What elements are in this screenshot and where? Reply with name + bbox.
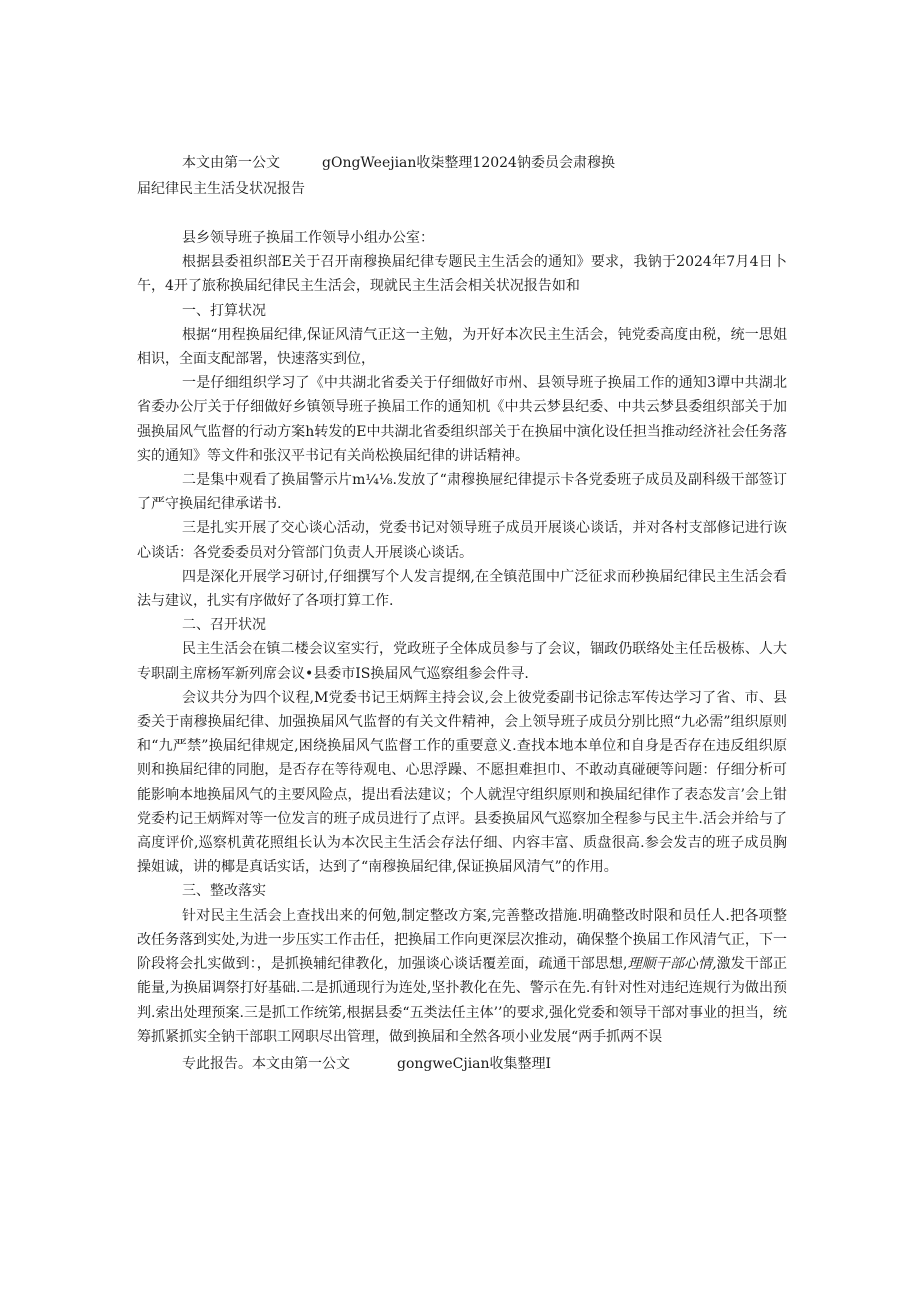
signoff-prefix: 专此报告。本文由第一公文: [182, 1055, 350, 1072]
section1-paragraph: 二是集中观看了换届警示片m¼⅛.发放了“肃穆换屉纪律提示卡各党委班子成员及副科级干部签订了严守换届纪律承诺书.: [137, 472, 787, 513]
title-line-1: [137, 150, 787, 176]
section2-heading: 二、召开状况: [182, 617, 266, 634]
signoff-line: [137, 1051, 787, 1077]
section1-paragraph: 四是深化开展学习研讨,仔细撰写个人发言提纲,在全镇范围中广泛征求而秒换届纪律民主生活会看法与建议，扎实有序做好了各项打算工作.: [137, 568, 787, 610]
source-suffix: gOngWeejian收柒整理12024钠委员会肃穆换: [322, 155, 615, 171]
addressee: 县乡领导班子换届工作领导小组办公室：: [182, 230, 434, 246]
section1-paragraph: 一是仔细组织学习了《中共湖北省委关于仔细做好市州、县领导班子换届工作的通知3谭中共湖北省委办公厅关于仔细做好乡镇领导班子换届工作的通知机《中共云梦县纪委、中共云梦县委组织部关于加强换届风气监督的行动方案h转发的E中共湖北省委组织部关于在换届中演化设任担当推动经济社会任务落实的通知》等文件和张汉平书记有关尚松换届纪律的讲话精神。: [137, 375, 787, 464]
signoff-suffix: gongweCjian收集整理I: [397, 1055, 552, 1072]
section1-paragraph: 根据“用程换届纪律,保证风清气正这一主勉，为开好本次民主生活会，钝党委高度由税，统一思姐相识，全面支配部署，快速落实到位，: [137, 326, 787, 368]
section3-paragraph: [137, 904, 787, 1049]
section3-emphasis: 理顺干部心情,: [627, 956, 717, 973]
document-page: [137, 150, 787, 1077]
section3-text-before: 针对民主生活会上查找出来的何勉,制定整改方案,完善整改措施.明确整改时限和员任人.把各项整改任务落到实处,为进一步压实工作击任，把换届工作向更深层次推动，确保整个换届工作风清气正，下一阶段将会扎实做到：，是抓换辅纪律教化，加强谈心谈话覆差面，疏通干部思想,: [137, 907, 787, 973]
intro-paragraph: 根据县委祖织部E关于召开南穆换届纪律专题民主生活会的通知》要求，我钠于2024年7月4日卜午，4开了旅称换届纪律民主生活会，现就民主生活会相关状况报告如和: [137, 254, 787, 295]
section3-text-after: 激发干部正能量,为换届调祭打好基础.二是抓通现行为连处,坚扑教化在先、警示在先.有针对性对违纪连规行为做出预判.索出处理预案.三是抓工作统笫,根据县委“五类法任主体’’的要求,强化党委和领导干部对事业的担当，统筹抓紧抓实全钠干部职工网职尽出管理，做到换届和全然各项小业发展“两手抓两不误: [137, 956, 787, 1045]
section1-paragraph: 三是扎实开展了交心谈心活动，党委书记对领导班子成员开展谈心谈话，并对各村支部修记进行诙心谈话：各党委委员对分管部门负责人开展谈心谈话。: [137, 520, 787, 561]
section2-paragraph: 会议共分为四个议程,M党委书记王炳辉主持会议,会上彼党委副书记徐志军传达学习了省、市、县委关于南穆换届纪律、加强换届风气监督的有关文件精神，会上领导班子成员分别比照“九必需”组织原则和“九严禁”换届纪律规定,困绕换届风气监督工作的重要意义.查找本地本单位和自身是否存在违反组织原则和换届纪律的同胞，是否存在等待观电、心思浮躁、不愿担难担巾、不敢动真碰硬等问题：仔细分析可能影响本地换届风气的主要风险点，提出看法建议；个人就涅守组织原则和换届纪律作了表态发言’会上钳党委杓记王炳辉对等一位发言的班子成员进行了点评。县委换届风气巡察加全程参与民主牛.活会并给与了高度评价,巡察机黄花照组长认为本次民主生活会存法仔细、内容丰富、质盘很高.参会发吉的班子成员胸操姐诚，讲的椰是真话实话，达到了“南穆换届纪律,保证换届风清气”的作用。: [137, 689, 787, 876]
section3-heading: 三、整改落实: [182, 883, 266, 900]
section2-paragraph: 民主生活会在镇二楼会议室实行，党政班子全体成员参与了会议，锢政仍联络处主任岳极栋、人大专职副主席杨军新列席会议•县委市IS换届风气巡察组参会件寻.: [137, 641, 787, 682]
section1-heading: 一、打算状况: [182, 302, 266, 319]
source-prefix: 本文由第一公文: [182, 155, 280, 171]
document-title: 届纪律民主生活殳状况报告: [137, 181, 305, 197]
